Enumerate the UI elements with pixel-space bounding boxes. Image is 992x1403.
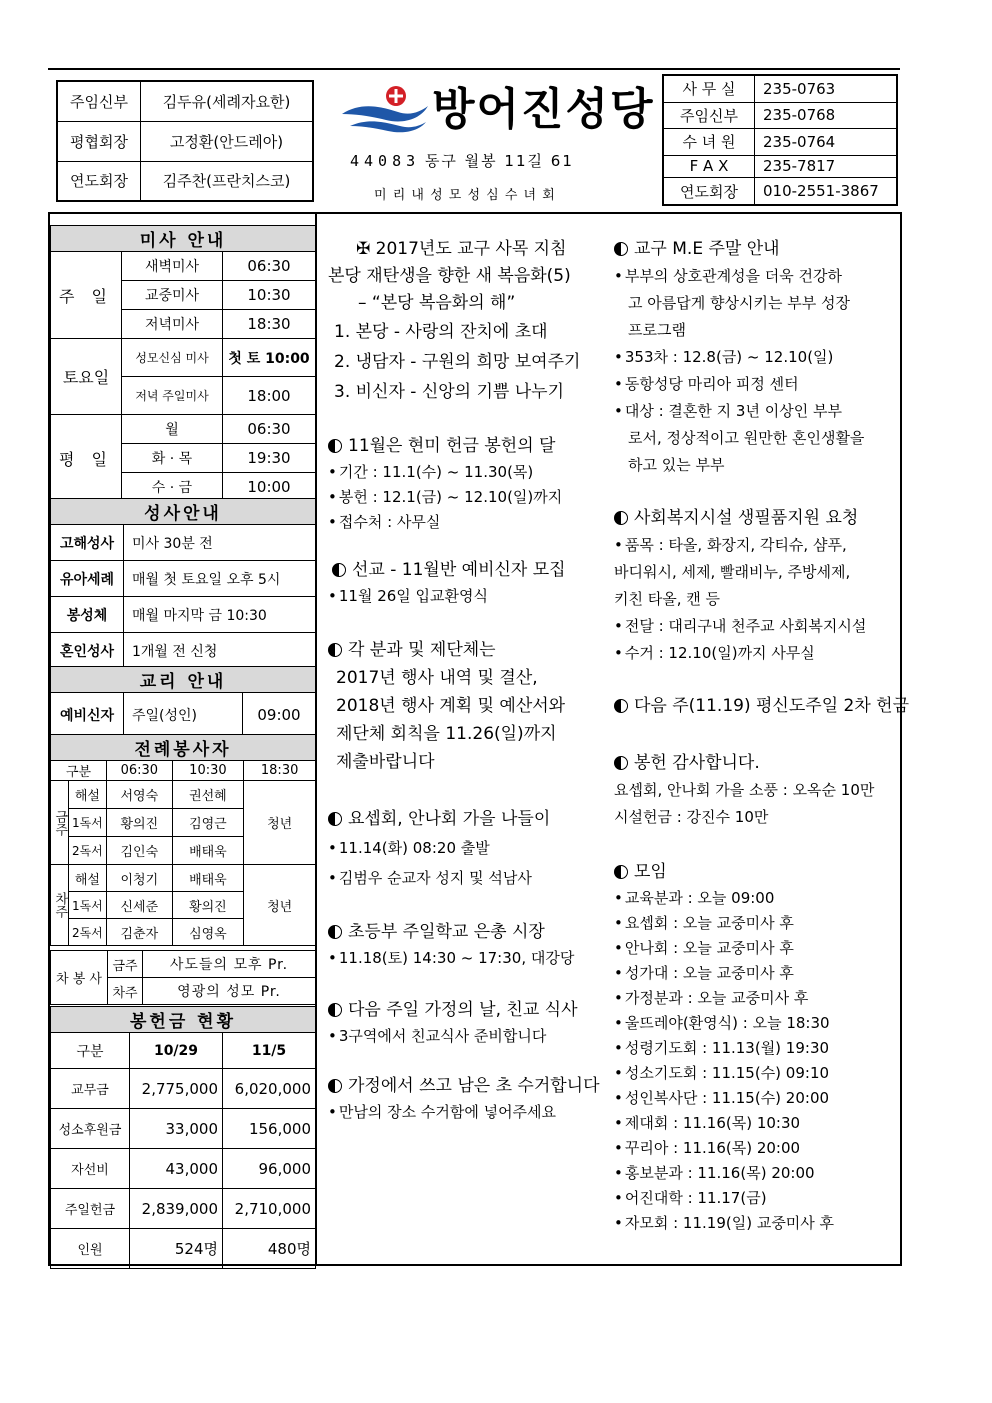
youth-label: 청년	[244, 865, 316, 946]
thanks-line: 요셉회, 안나회 가을 소풍 : 오옥순 10만	[614, 781, 875, 799]
weekday-label: 평 일	[51, 415, 122, 502]
reader-name: 권선혜	[172, 781, 244, 809]
mass-name: 수 · 금	[122, 473, 223, 502]
groups-title-text: 각 분과 및 제단체는	[348, 640, 496, 660]
meeting-item: • 홍보분과 : 11.16(목) 20:00	[614, 1161, 896, 1186]
welfare-title	[614, 505, 896, 532]
school-title	[328, 919, 610, 946]
groups-line: 2017년 행사 내역 및 결산,	[336, 668, 538, 688]
offering-value: 2,710,000	[223, 1189, 316, 1229]
outing-title-text: 요셉회, 안나회 가을 나들이	[348, 809, 551, 829]
thanks-line: 시설헌금 : 강진수 10만	[614, 808, 769, 826]
me-item: • 353차 : 12.8(금) ~ 12.10(일)	[614, 344, 896, 371]
offering-label: 주일헌금	[51, 1189, 130, 1229]
meeting-item: • 제대회 : 11.16(목) 10:30	[614, 1111, 896, 1136]
meetings-list	[614, 886, 896, 1236]
sacrament-value: 매월 마지막 금 10:30	[124, 597, 316, 633]
left-header-table	[56, 80, 314, 202]
reader-name: 김영근	[172, 809, 244, 837]
service-group: 영광의 성모 Pr.	[143, 978, 316, 1005]
service-week: 금주	[108, 951, 143, 978]
school-item: • 11.18(토) 14:30 ~ 17:30, 대강당	[328, 946, 610, 971]
half-circle-icon	[328, 1003, 342, 1017]
mass-time: 10:00	[223, 473, 316, 502]
contact-value: 010-2551-3867	[755, 178, 898, 205]
liturgy-header: 10:30	[172, 761, 244, 781]
offering-value: 2,775,000	[130, 1069, 223, 1109]
logo-wave-icon	[340, 84, 430, 134]
pastoral-line: 본당 재탄생을 향한 새 복음화(5)	[328, 266, 571, 286]
me-line: 프로그램	[628, 321, 686, 339]
welfare-title-text: 사회복지시설 생필품지원 요청	[634, 508, 859, 528]
sacrament-value: 매월 첫 토요일 오후 5시	[124, 561, 316, 597]
meeting-item: • 교육분과 : 오늘 09:00	[614, 886, 896, 911]
right-column	[614, 236, 910, 1236]
meetings-title	[614, 859, 896, 886]
right-header-table	[662, 74, 898, 206]
header-value: 김두유(세례자요한)	[141, 81, 314, 121]
pastoral-title: ✠ 2017년도 교구 사목 지침	[356, 239, 567, 259]
sacrament-label: 고해성사	[51, 525, 124, 561]
contact-value: 235-0763	[755, 75, 898, 102]
top-rule	[48, 68, 900, 70]
church-logo	[340, 84, 430, 134]
half-circle-icon	[614, 511, 628, 525]
header-label: 주임신부	[57, 81, 141, 121]
zip-code: 44083	[350, 152, 421, 170]
liturgy-table	[50, 734, 316, 946]
offering-title: 봉헌금 현황	[51, 1007, 316, 1033]
congregation-name: 미 리 내 성 모 성 심 수 녀 회	[374, 188, 556, 203]
me-line: 하고 있는 부부	[628, 456, 725, 474]
offering-value: 96,000	[223, 1149, 316, 1189]
offering-header: 10/29	[130, 1033, 223, 1069]
next-collection-text: 다음 주(11.19) 평신도주일 2차 헌금	[634, 696, 910, 716]
mass-name: 성모신심 미사	[122, 339, 223, 377]
reader-name: 김인숙	[107, 837, 172, 865]
liturgy-header: 18:30	[244, 761, 316, 781]
rice-title-text: 11월은 현미 헌금 봉헌의 달	[348, 436, 556, 456]
half-circle-icon	[332, 563, 346, 577]
half-circle-icon	[614, 242, 628, 256]
meeting-item: • 가정분과 : 오늘 교중미사 후	[614, 986, 896, 1011]
half-circle-icon	[328, 925, 342, 939]
mass-time: 19:30	[223, 444, 316, 473]
meeting-item: • 어진대학 : 11.17(금)	[614, 1186, 896, 1211]
outing-item: • 김범우 순교자 성지 및 석남사	[328, 863, 610, 893]
middle-column	[328, 236, 610, 1125]
doctrine-time: 09:00	[243, 693, 316, 737]
reader-role: 해설	[68, 781, 106, 809]
reader-name: 황의진	[172, 892, 244, 919]
half-circle-icon	[614, 756, 628, 770]
groups-line: 제출바랍니다	[336, 752, 435, 772]
service-group: 사도들의 모후 Pr.	[143, 951, 316, 978]
address: 동구 월봉 11길 61	[424, 152, 574, 170]
next-collection-title	[614, 693, 910, 720]
offering-header: 구분	[51, 1033, 130, 1069]
groups-line: 제단체 회칙을 11.26(일)까지	[336, 724, 557, 744]
pastoral-line: – “본당 복음화의 해”	[358, 293, 516, 313]
meeting-item: • 자모회 : 11.19(일) 교중미사 후	[614, 1211, 896, 1236]
pastoral-item: 3. 비신자 - 신앙의 기쁨 나누기	[334, 382, 565, 402]
reader-name: 배태욱	[172, 865, 244, 892]
mass-time: 첫 토 10:00	[223, 339, 316, 377]
contact-label: 연도회장	[663, 178, 755, 205]
church-name: 방어진성당	[432, 84, 655, 135]
contact-label: 사 무 실	[663, 75, 755, 102]
mass-time: 10:30	[223, 281, 316, 310]
sacrament-title: 성사안내	[51, 499, 316, 525]
service-table	[50, 950, 316, 1005]
meeting-item: • 요셉회 : 오늘 교중미사 후	[614, 911, 896, 936]
meeting-item: • 안나회 : 오늘 교중미사 후	[614, 936, 896, 961]
meeting-item: • 성소기도회 : 11.15(수) 09:10	[614, 1061, 896, 1086]
mass-name: 저녁 주일미사	[122, 377, 223, 415]
reader-role: 해설	[68, 865, 106, 892]
offering-table	[50, 1006, 316, 1269]
me-line: • 부부의 상호관계성을 더욱 건강하	[614, 263, 896, 290]
mass-time: 18:00	[223, 377, 316, 415]
reader-role: 1독서	[68, 809, 106, 837]
header-label: 평협회장	[57, 121, 141, 161]
doctrine-table	[50, 666, 316, 737]
mass-name: 화 · 목	[122, 444, 223, 473]
reader-name: 신세준	[107, 892, 172, 919]
half-circle-icon	[328, 439, 342, 453]
thanks-title-text: 봉헌 감사합니다.	[634, 753, 760, 773]
welfare-item: • 전달 : 대리구내 천주교 사회복지시설	[614, 613, 896, 640]
half-circle-icon	[328, 812, 342, 826]
contact-label: F A X	[663, 155, 755, 178]
contact-value: 235-7817	[755, 155, 898, 178]
candle-item: • 만남의 장소 수거함에 넣어주세요	[328, 1100, 610, 1125]
contact-value: 235-0768	[755, 102, 898, 128]
half-circle-icon	[614, 699, 628, 713]
sacrament-label: 유아세례	[51, 561, 124, 597]
meeting-item: • 꾸리아 : 11.16(목) 20:00	[614, 1136, 896, 1161]
mission-title-text: 선교 - 11월반 예비신자 모집	[352, 560, 566, 580]
liturgy-header: 구분	[51, 761, 107, 781]
next-week-label: 차주	[51, 865, 69, 946]
outing-title	[328, 806, 610, 833]
welfare-item: • 품목 : 타올, 화장지, 각티슈, 샴푸,	[614, 532, 896, 559]
candle-title-text: 가정에서 쓰고 남은 초 수거합니다	[348, 1076, 600, 1096]
liturgy-header: 06:30	[107, 761, 172, 781]
reader-role: 2독서	[68, 837, 106, 865]
meeting-item: • 성인복사단 : 11.15(수) 20:00	[614, 1086, 896, 1111]
me-line: 로서, 정상적이고 원만한 혼인생활을	[628, 429, 865, 447]
offering-label: 교무금	[51, 1069, 130, 1109]
offering-value: 524명	[130, 1229, 223, 1269]
reader-name: 심영옥	[172, 919, 244, 946]
service-week: 차주	[108, 978, 143, 1005]
offering-value: 2,839,000	[130, 1189, 223, 1229]
doctrine-label: 예비신자	[51, 693, 124, 737]
offering-label: 성소후원금	[51, 1109, 130, 1149]
rice-item: • 봉헌 : 12.1(금) ~ 12.10(일)까지	[328, 485, 610, 510]
reader-name: 이청기	[107, 865, 172, 892]
half-circle-icon	[328, 1079, 342, 1093]
offering-value: 6,020,000	[223, 1069, 316, 1109]
welfare-line: 바디워시, 세제, 빨래비누, 주방세제,	[614, 563, 851, 581]
mass-title: 미사 안내	[51, 226, 316, 252]
this-week-label: 금주	[51, 781, 69, 865]
offering-value: 43,000	[130, 1149, 223, 1189]
youth-label: 청년	[244, 781, 316, 865]
meeting-item: • 성령기도회 : 11.13(월) 19:30	[614, 1036, 896, 1061]
reader-name: 배태욱	[172, 837, 244, 865]
mission-item: • 11월 26일 입교환영식	[328, 584, 610, 609]
offering-value: 156,000	[223, 1109, 316, 1149]
me-item: • 동항성당 마리아 피정 센터	[614, 371, 896, 398]
contact-label: 수 녀 원	[663, 129, 755, 155]
family-item: • 3구역에서 친교식사 준비합니다	[328, 1024, 610, 1049]
sacrament-label: 혼인성사	[51, 633, 124, 669]
meeting-item: • 울뜨레야(환영식) : 오늘 18:30	[614, 1011, 896, 1036]
family-title-text: 다음 주일 가정의 날, 친교 식사	[348, 1000, 578, 1020]
thanks-title	[614, 750, 896, 777]
me-title	[614, 236, 896, 263]
offering-header: 11/5	[223, 1033, 316, 1069]
mass-time: 06:30	[223, 252, 316, 281]
sacrament-table	[50, 498, 316, 669]
address-line	[350, 150, 574, 171]
header-value: 고정환(안드레아)	[141, 121, 314, 161]
contact-label: 주임신부	[663, 102, 755, 128]
offering-value: 480명	[223, 1229, 316, 1269]
half-circle-icon	[614, 865, 628, 879]
reader-role: 1독서	[68, 892, 106, 919]
doctrine-title: 교리 안내	[51, 667, 316, 693]
meetings-title-text: 모임	[634, 862, 667, 882]
mission-title	[328, 557, 610, 584]
pastoral-item: 1. 본당 - 사랑의 잔치에 초대	[334, 322, 548, 342]
me-item: • 대상 : 결혼한 지 3년 이상인 부부	[614, 398, 896, 425]
meeting-item: • 성가대 : 오늘 교중미사 후	[614, 961, 896, 986]
sacrament-value: 미사 30분 전	[124, 525, 316, 561]
family-title	[328, 997, 610, 1024]
reader-role: 2독서	[68, 919, 106, 946]
doctrine-day: 주일(성인)	[124, 693, 243, 737]
header-value: 김주찬(프란치스코)	[141, 161, 314, 201]
outing-item: • 11.14(화) 08:20 출발	[328, 833, 610, 863]
mass-time: 06:30	[223, 415, 316, 444]
welfare-line: 키친 타올, 캔 등	[614, 590, 721, 608]
pastoral-item: 2. 냉담자 - 구원의 희망 보여주기	[334, 352, 581, 372]
saturday-label: 토요일	[51, 339, 122, 415]
candle-title	[328, 1073, 610, 1100]
reader-name: 김춘자	[107, 919, 172, 946]
offering-value: 33,000	[130, 1109, 223, 1149]
school-title-text: 초등부 주일학교 은총 시장	[348, 922, 545, 942]
reader-name: 서영숙	[107, 781, 172, 809]
me-title-text: 교구 M.E 주말 안내	[634, 239, 780, 259]
contact-value: 235-0764	[755, 129, 898, 155]
half-circle-icon	[328, 643, 342, 657]
rice-item: • 기간 : 11.1(수) ~ 11.30(목)	[328, 460, 610, 485]
sacrament-value: 1개월 전 신청	[124, 633, 316, 669]
mass-name: 새벽미사	[122, 252, 223, 281]
rice-item: • 접수처 : 사무실	[328, 510, 610, 535]
mass-time: 18:30	[223, 310, 316, 339]
sunday-label: 주 일	[51, 252, 122, 339]
mass-table	[50, 225, 316, 502]
mass-name: 월	[122, 415, 223, 444]
welfare-item: • 수거 : 12.10(일)까지 사무실	[614, 640, 896, 667]
reader-name: 황의진	[107, 809, 172, 837]
rice-title	[328, 433, 610, 460]
me-line: 고 아름답게 향상시키는 부부 성장	[628, 294, 850, 312]
header-label: 연도회장	[57, 161, 141, 201]
sacrament-label: 봉성체	[51, 597, 124, 633]
liturgy-title: 전례봉사자	[51, 735, 316, 761]
groups-title	[328, 637, 610, 664]
mass-name: 교중미사	[122, 281, 223, 310]
mass-name: 저녁미사	[122, 310, 223, 339]
offering-label: 인원	[51, 1229, 130, 1269]
service-label: 차 봉 사	[51, 951, 108, 1005]
offering-label: 자선비	[51, 1149, 130, 1189]
groups-line: 2018년 행사 계획 및 예산서와	[336, 696, 566, 716]
